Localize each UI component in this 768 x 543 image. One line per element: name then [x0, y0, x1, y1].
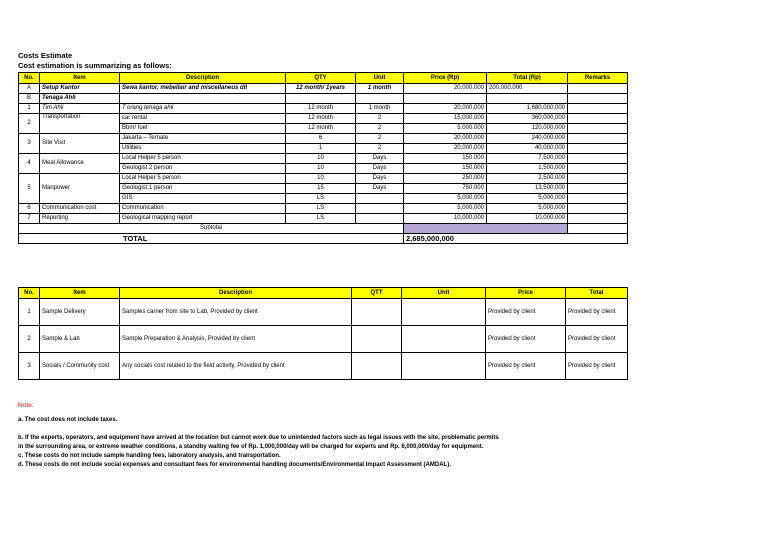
cell-price: 5,000,000: [404, 204, 487, 214]
cell-remarks: [568, 184, 628, 194]
cell-price: 250.000: [404, 174, 487, 184]
cell-item: Manpower: [40, 174, 120, 204]
cell-description: GIS: [120, 194, 286, 204]
notes-block: [18, 416, 499, 470]
subtotal-value: [404, 224, 568, 234]
cell-qty: 10: [286, 164, 356, 174]
cell-unit: 2: [356, 124, 404, 134]
cell-no: 3: [19, 134, 40, 154]
cell-unit: Days: [356, 174, 404, 184]
table-row: [19, 299, 628, 326]
cell-unit: 1 month: [356, 104, 404, 114]
cell-total: 360,000,000: [487, 114, 568, 124]
cell-remarks: [568, 204, 628, 214]
cell-no: A: [19, 84, 40, 94]
header-price: Price: [486, 288, 566, 299]
cell-price: 5.000.000: [404, 124, 487, 134]
cell-no: 2: [19, 114, 40, 134]
cell-qty: LS: [286, 204, 356, 214]
cell-qty: [286, 94, 356, 104]
cell-item: Site Visit: [40, 134, 120, 154]
header-total: Total (Rp): [487, 73, 568, 84]
cell-no: 7: [19, 214, 40, 224]
cell-price: 20.000.000: [404, 84, 487, 94]
cell-item: Transportation: [40, 114, 120, 134]
cell-total: 13,500,000: [487, 184, 568, 194]
note-b-line2: in the surrounding area, or extreme weather conditions, a standby waiting fee of Rp. 1,000,000/day will be charged for experts and Rp. 6,000,000/day for equipment.: [18, 444, 484, 450]
cell-total: 120,000,000: [487, 124, 568, 134]
cell-total: Provided by client: [566, 299, 628, 326]
cell-description: Geologist 2 person: [120, 164, 286, 174]
table-row: [19, 214, 628, 224]
cell-qty: 12 month: [286, 104, 356, 114]
note-label: Note:: [18, 402, 34, 409]
header-item: Item: [40, 73, 120, 84]
cell-unit: 1 month: [356, 84, 404, 94]
table-header-row: [19, 288, 628, 299]
cell-total: 1,500,000: [487, 164, 568, 174]
cell-qty: 10: [286, 174, 356, 184]
cell-price: 20,000,000: [404, 104, 487, 114]
cell-description: car rental: [120, 114, 286, 124]
cell-qtt: [352, 326, 402, 353]
header-description: Description: [120, 73, 286, 84]
cell-remarks: [568, 144, 628, 154]
cell-remarks: [568, 154, 628, 164]
cell-no: 6: [19, 204, 40, 214]
cell-price: 5,000,000: [404, 194, 487, 204]
table-header-row: [19, 73, 628, 84]
cell-total: 7,500,000: [487, 154, 568, 164]
table-row: [19, 204, 628, 214]
cell-qty: 10: [286, 154, 356, 164]
header-description: Description: [120, 288, 352, 299]
cell-price: 20,000,000: [404, 134, 487, 144]
cell-description: Local Helper 5 person: [120, 174, 286, 184]
cell-unit: 2: [356, 114, 404, 124]
cell-remarks: [568, 84, 628, 94]
header-total: Total: [566, 288, 628, 299]
cell-remarks: [568, 134, 628, 144]
header-unit: Unit: [402, 288, 486, 299]
cell-item: Meal Allowance: [40, 154, 120, 174]
cell-remarks: [568, 94, 628, 104]
cell-remarks: [568, 194, 628, 204]
table-row: [19, 114, 628, 124]
header-remarks: Remarks: [568, 73, 628, 84]
cell-no: 3: [19, 353, 40, 380]
total-label: TOTAL: [19, 234, 404, 244]
cell-total: 2,500,000: [487, 174, 568, 184]
cell-unit: Days: [356, 184, 404, 194]
cell-qty: 6: [286, 134, 356, 144]
cell-price: Provided by client: [486, 326, 566, 353]
cell-price: 15,000,000: [404, 114, 487, 124]
cell-description: Any socials cost related to the field activity, Provided by client: [120, 353, 352, 380]
cell-unit: [356, 94, 404, 104]
cell-total: Provided by client: [566, 326, 628, 353]
cell-qtt: [352, 299, 402, 326]
cell-price: 10,000,000: [404, 214, 487, 224]
total-row: [19, 234, 628, 244]
cell-item: Socials / Community cost: [40, 353, 120, 380]
header-qty: QTY: [286, 73, 356, 84]
cell-unit: Days: [356, 154, 404, 164]
table-row: [19, 154, 628, 164]
table-row: [19, 94, 628, 104]
cell-remarks: [568, 224, 628, 234]
cell-price: 20,000,000: [404, 144, 487, 154]
subtotal-label: Subtotal: [19, 224, 404, 234]
cell-unit: [356, 204, 404, 214]
cell-remarks: [568, 174, 628, 184]
note-a: a. The cost does not include taxes.: [18, 417, 118, 423]
cell-unit: Days: [356, 164, 404, 174]
table-row: [19, 326, 628, 353]
cell-item: Reporting: [40, 214, 120, 224]
page-title: Costs Estimate: [18, 51, 73, 60]
cell-qty: 15: [286, 184, 356, 194]
cell-item: Sample & Lab: [40, 326, 120, 353]
cell-qty: LS: [286, 214, 356, 224]
cell-description: Sewa kantor, mebellair and miscellaneus dll: [120, 84, 286, 94]
table-row: [19, 134, 628, 144]
cell-qty: 12 month/ 1years: [286, 84, 356, 94]
header-unit: Unit: [356, 73, 404, 84]
cell-total: 10,000,000: [487, 214, 568, 224]
client-provided-costs-table: [18, 287, 628, 380]
cell-description: Local Helper 5 person: [120, 154, 286, 164]
cell-total: 5,000,000: [487, 204, 568, 214]
cell-total: 5,000,000: [487, 194, 568, 204]
note-c: c. These costs do not include sample handling fees, laboratory analysis, and transportation.: [18, 453, 281, 459]
cell-unit: [402, 299, 486, 326]
total-value: 2,685,000,000: [404, 234, 628, 244]
cell-price: 150.000: [404, 154, 487, 164]
cell-item: Sample Delivery: [40, 299, 120, 326]
cell-price: Provided by client: [486, 353, 566, 380]
cell-no: 4: [19, 154, 40, 174]
cell-no: B: [19, 94, 40, 104]
cell-price: 750.000: [404, 184, 487, 194]
cell-remarks: [568, 124, 628, 134]
note-d: d. These costs do not include social expenses and consultant fees for environmental handling documents/Environmental Impact Assessment (AMDAL).: [18, 462, 451, 468]
cell-total: 40,000,000: [487, 144, 568, 154]
cell-description: Sample Preparation & Analysis, Provided by client: [120, 326, 352, 353]
cell-unit: [356, 194, 404, 204]
cell-remarks: [568, 164, 628, 174]
cell-item: Tim Ahli: [40, 104, 120, 114]
header-price: Price (Rp): [404, 73, 487, 84]
cell-remarks: [568, 214, 628, 224]
cell-total: 200.000.000: [487, 84, 568, 94]
cell-total: 240,000,000: [487, 134, 568, 144]
cell-qty: LS: [286, 194, 356, 204]
cell-qty: 1: [286, 144, 356, 154]
cell-no: 1: [19, 299, 40, 326]
cell-no: 2: [19, 326, 40, 353]
table-row: [19, 104, 628, 114]
cell-unit: 2: [356, 144, 404, 154]
cell-unit: [402, 326, 486, 353]
cell-price: [404, 94, 487, 104]
cell-unit: [356, 214, 404, 224]
note-b-line1: b. If the experts, operators, and equipment have arrived at the location but cannot work due to unintended factors such as legal issues with the site, problematic permits: [18, 435, 499, 441]
cell-price: 150.000: [404, 164, 487, 174]
cell-description: Communication: [120, 204, 286, 214]
cell-description: [120, 94, 286, 104]
page-subtitle: Cost estimation is summarizing as follows:: [18, 61, 172, 70]
cell-description: Geological mapping report: [120, 214, 286, 224]
cell-item: Tenaga Ahli: [40, 94, 120, 104]
cell-total: [487, 94, 568, 104]
cell-qty: 12 month: [286, 114, 356, 124]
table-row: [19, 84, 628, 94]
header-item: Item: [40, 288, 120, 299]
subtotal-row: [19, 224, 628, 234]
cell-remarks: [568, 104, 628, 114]
cell-description: 7 orang tenaga ahli: [120, 104, 286, 114]
header-qtt: QTT: [352, 288, 402, 299]
cell-item: Setup Kantor: [40, 84, 120, 94]
cell-price: Provided by client: [486, 299, 566, 326]
cell-description: Jakarta – Ternate: [120, 134, 286, 144]
cell-remarks: [568, 114, 628, 124]
header-no: No.: [19, 73, 40, 84]
table-row: [19, 174, 628, 184]
cell-total: 1,680,000,000: [487, 104, 568, 114]
table-row: [19, 353, 628, 380]
cell-description: Geologist 1 person: [120, 184, 286, 194]
cell-description: Samples carrier from site to Lab, Provided by client: [120, 299, 352, 326]
cell-total: Provided by client: [566, 353, 628, 380]
cell-no: 1: [19, 104, 40, 114]
cell-unit: [402, 353, 486, 380]
cell-qtt: [352, 353, 402, 380]
cell-qty: 12 month: [286, 124, 356, 134]
cell-no: 5: [19, 174, 40, 204]
cell-description: Utilities: [120, 144, 286, 154]
cell-item: Communication cost: [40, 204, 120, 214]
cost-estimate-table: [18, 72, 628, 244]
cell-unit: 2: [356, 134, 404, 144]
cell-description: Bbm/ fuel: [120, 124, 286, 134]
header-no: No.: [19, 288, 40, 299]
